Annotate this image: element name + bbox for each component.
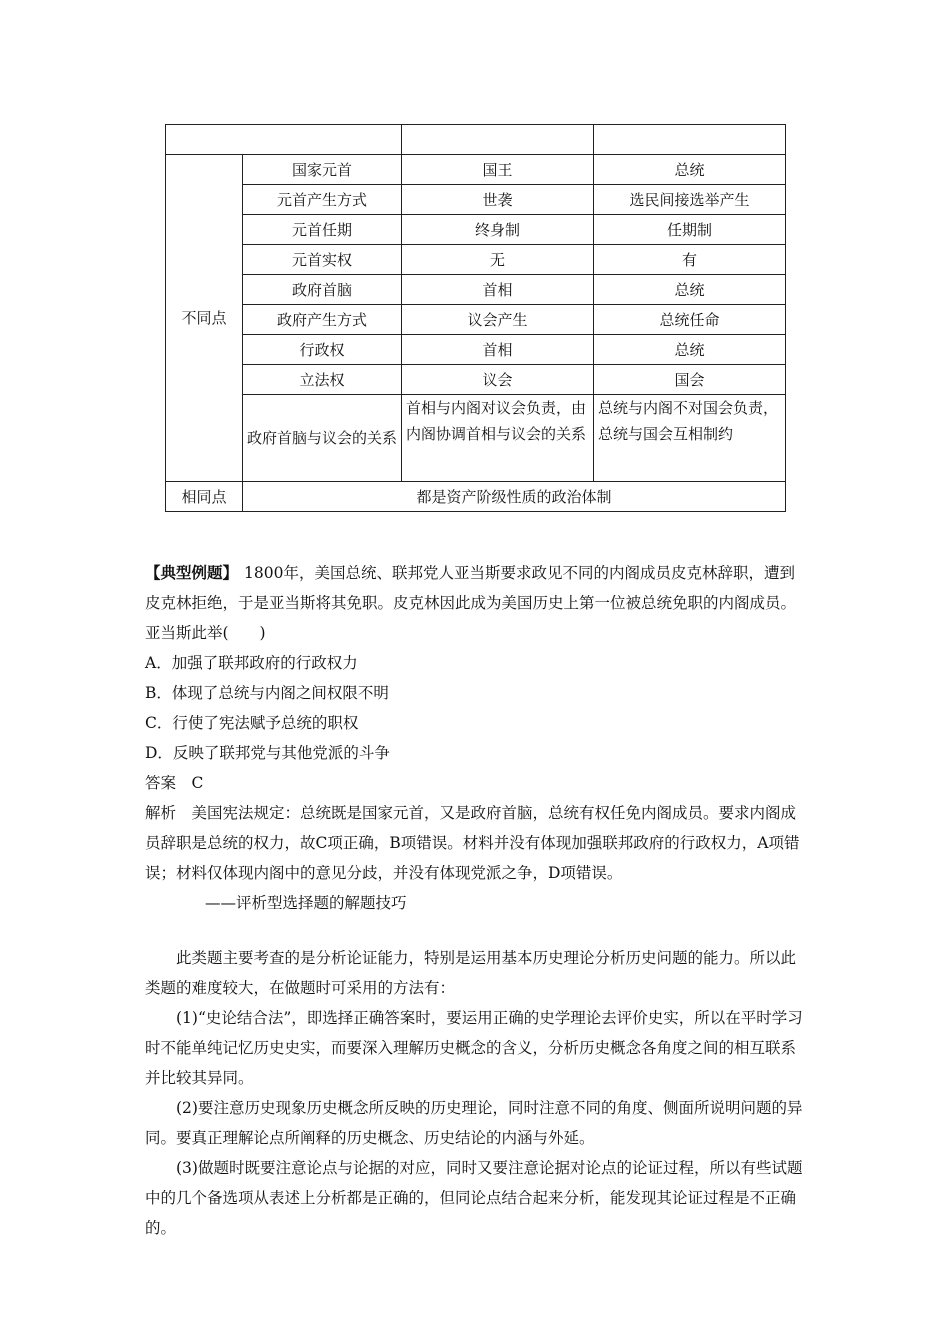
comparison-table bbox=[165, 124, 786, 512]
same-row bbox=[166, 482, 786, 512]
table-row bbox=[166, 275, 786, 305]
row-value-b: 任期制 bbox=[594, 215, 786, 245]
row-value-a: 首相 bbox=[402, 335, 594, 365]
option-c: C．行使了宪法赋予总统的职权 bbox=[145, 714, 359, 732]
option-b: B．体现了总统与内阁之间权限不明 bbox=[145, 684, 389, 702]
table-row bbox=[166, 335, 786, 365]
table-header-row bbox=[166, 125, 786, 155]
skill-title: ——评析型选择题的解题技巧 bbox=[205, 894, 407, 912]
row-value-a: 终身制 bbox=[402, 215, 594, 245]
row-value-a: 无 bbox=[402, 245, 594, 275]
header-cell-3 bbox=[594, 125, 786, 155]
row-value-b: 总统 bbox=[594, 335, 786, 365]
table-row bbox=[166, 245, 786, 275]
row-item: 国家元首 bbox=[243, 155, 402, 185]
row-value-b: 有 bbox=[594, 245, 786, 275]
row-value-b: 总统 bbox=[594, 275, 786, 305]
row-item: 立法权 bbox=[243, 365, 402, 395]
options-list bbox=[145, 648, 805, 798]
table-row bbox=[166, 365, 786, 395]
row-item: 元首实权 bbox=[243, 245, 402, 275]
skill-point-1: (1)“史论结合法”，即选择正确答案时，要运用正确的史学理论去评价史实，所以在平时学习时不能单纯记忆历史史实，而要深入理解历史概念的含义，分析历史概念各角度之间的相互联系并比较其异同。 bbox=[145, 1009, 803, 1087]
relation-value-a: 首相与内阁对议会负责，由内阁协调首相与议会的关系 bbox=[402, 395, 594, 482]
skill-point-3: (3)做题时既要注意论点与论据的对应，同时又要注意论据对论点的论证过程，所以有些试题中的几个备选项从表述上分析都是正确的，但同论点结合起来分析，能发现其论证过程是不正确的。 bbox=[145, 1159, 803, 1237]
row-item: 政府首脑 bbox=[243, 275, 402, 305]
row-value-a: 国王 bbox=[402, 155, 594, 185]
header-cell-2 bbox=[402, 125, 594, 155]
option-d: D．反映了联邦党与其他党派的斗争 bbox=[145, 744, 390, 762]
row-item: 行政权 bbox=[243, 335, 402, 365]
row-value-b: 国会 bbox=[594, 365, 786, 395]
example-question bbox=[145, 558, 805, 648]
row-value-a: 首相 bbox=[402, 275, 594, 305]
analysis-text: 解析 美国宪法规定：总统既是国家元首，又是政府首脑，总统有权任免内阁成员。要求内阁成员辞职是总统的权力，故C项正确，B项错误。材料并没有体现加强联邦政府的行政权力，A项错误；材料仅体现内阁中的意见分歧，并没有体现党派之争，D项错误。 bbox=[145, 804, 800, 882]
row-value-a: 世袭 bbox=[402, 185, 594, 215]
relation-value-b: 总统与内阁不对国会负责，总统与国会互相制约 bbox=[594, 395, 786, 482]
answer-text: 答案 C bbox=[145, 774, 204, 792]
skill-intro: 此类题主要考查的是分析论证能力，特别是运用基本历史理论分析历史问题的能力。所以此类题的难度较大，在做题时可采用的方法有： bbox=[145, 949, 797, 997]
example-tag: 【典型例题】 bbox=[145, 563, 239, 582]
relation-item: 政府首脑与议会的关系 bbox=[243, 395, 402, 482]
row-value-a: 议会 bbox=[402, 365, 594, 395]
row-item: 元首任期 bbox=[243, 215, 402, 245]
question-text: 1800年，美国总统、联邦党人亚当斯要求政见不同的内阁成员皮克林辞职，遭到皮克林拒绝，于是亚当斯将其免职。皮克林因此成为美国历史上第一位被总统免职的内阁成员。亚当斯此举( ) bbox=[145, 564, 797, 642]
row-item: 元首产生方式 bbox=[243, 185, 402, 215]
skill-point-2: (2)要注意历史现象历史概念所反映的历史理论，同时注意不同的角度、侧面所说明问题的异同。要真正理解论点所阐释的历史概念、历史结论的内涵与外延。 bbox=[145, 1099, 803, 1147]
diff-label: 不同点 bbox=[166, 155, 243, 482]
header-cell-1 bbox=[166, 125, 402, 155]
row-value-b: 总统 bbox=[594, 155, 786, 185]
table-row bbox=[166, 305, 786, 335]
option-a: A．加强了联邦政府的行政权力 bbox=[145, 654, 358, 672]
row-value-a: 议会产生 bbox=[402, 305, 594, 335]
table-row bbox=[166, 215, 786, 245]
row-item: 政府产生方式 bbox=[243, 305, 402, 335]
same-value: 都是资产阶级性质的政治体制 bbox=[243, 482, 786, 512]
row-value-b: 总统任命 bbox=[594, 305, 786, 335]
same-label: 相同点 bbox=[166, 482, 243, 512]
table-row bbox=[166, 185, 786, 215]
table-row bbox=[166, 155, 786, 185]
row-value-b: 选民间接选举产生 bbox=[594, 185, 786, 215]
relation-row bbox=[166, 395, 786, 482]
